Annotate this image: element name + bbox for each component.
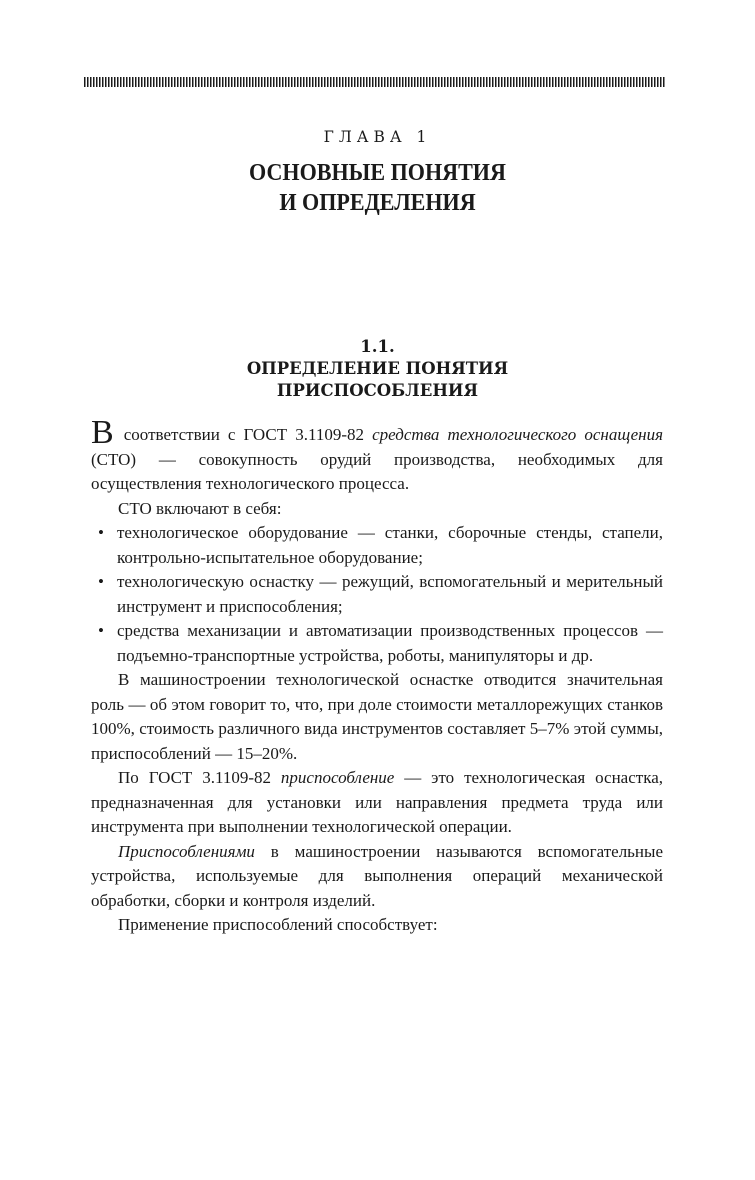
- list-item-text: технологическое оборудование — станки, сборочные стенды, стапели, контрольно-испытательное оборудование;: [117, 523, 663, 567]
- chapter-title-line1: ОСНОВНЫЕ ПОНЯТИЯ: [249, 160, 506, 186]
- bullet-icon: •: [98, 523, 104, 542]
- drop-cap: В: [91, 414, 114, 451]
- paragraph-1: [91, 414, 663, 497]
- chapter-label: ГЛАВА 1: [323, 128, 432, 146]
- paragraph-4-text-b: — это технологическая оснастка, предназначенная для установки или направления предмета труда или инструмента при выполнении технологической операции.: [91, 768, 664, 836]
- list-item-text: технологическую оснастку — режущий, вспомогательный и мерительный инструмент и приспособления;: [117, 572, 663, 616]
- paragraph-5-text-b: в машиностроении называются вспомогательные устройства, используемые для выполнения операций механической обработки, сборки и контроля изделий.: [91, 841, 663, 910]
- list-item-text: средства механизации и автоматизации производственных процессов — подъемно-транспортные устройства, роботы, манипуляторы и др.: [117, 621, 663, 665]
- paragraph-2: СТО включают в себя:: [118, 498, 282, 518]
- paragraph-6: Применение приспособлений способствует:: [118, 915, 438, 934]
- section-title-line1: ОПРЕДЕЛЕНИЕ ПОНЯТИЯ: [246, 359, 509, 378]
- decorative-rule: [84, 77, 665, 87]
- list-item: [91, 521, 663, 570]
- bullet-icon: •: [98, 621, 104, 640]
- list-item: [91, 570, 663, 619]
- paragraph-5-term: Приспособлениями: [118, 841, 255, 861]
- section-title-line2: ПРИСПОСОБЛЕНИЯ: [276, 381, 479, 400]
- bullet-icon: •: [98, 572, 104, 591]
- paragraph-1-text-b: (СТО) — совокупность орудий производства, необходимых для осуществления технологического процесса.: [91, 449, 663, 493]
- paragraph-4-term: приспособление: [280, 768, 395, 787]
- paragraph-1-term: средства технологического оснащения: [372, 425, 663, 444]
- paragraph-1-text-a: соответствии с ГОСТ 3.1109-82: [115, 425, 373, 444]
- chapter-title: [30, 158, 725, 218]
- section-number: 1.1.: [360, 337, 395, 356]
- paragraph-4-text-a: По ГОСТ 3.1109-82: [118, 768, 281, 787]
- body-text: [91, 414, 664, 938]
- list-item: [91, 619, 663, 668]
- paragraph-3: В машиностроении технологической оснастке отводится значительная роль — об этом говорит то, что, при доле стоимости металлорежущих станков 100%, стоимость различного вида инструментов составляет 5–7% этой суммы, приспособлений — 15–20%.: [91, 670, 663, 763]
- section-heading: [0, 336, 755, 402]
- sto-list: [91, 521, 663, 668]
- paragraph-5: [91, 840, 663, 914]
- paragraph-4: [91, 766, 663, 840]
- chapter-title-line2: И ОПРЕДЕЛЕНИЯ: [279, 190, 476, 216]
